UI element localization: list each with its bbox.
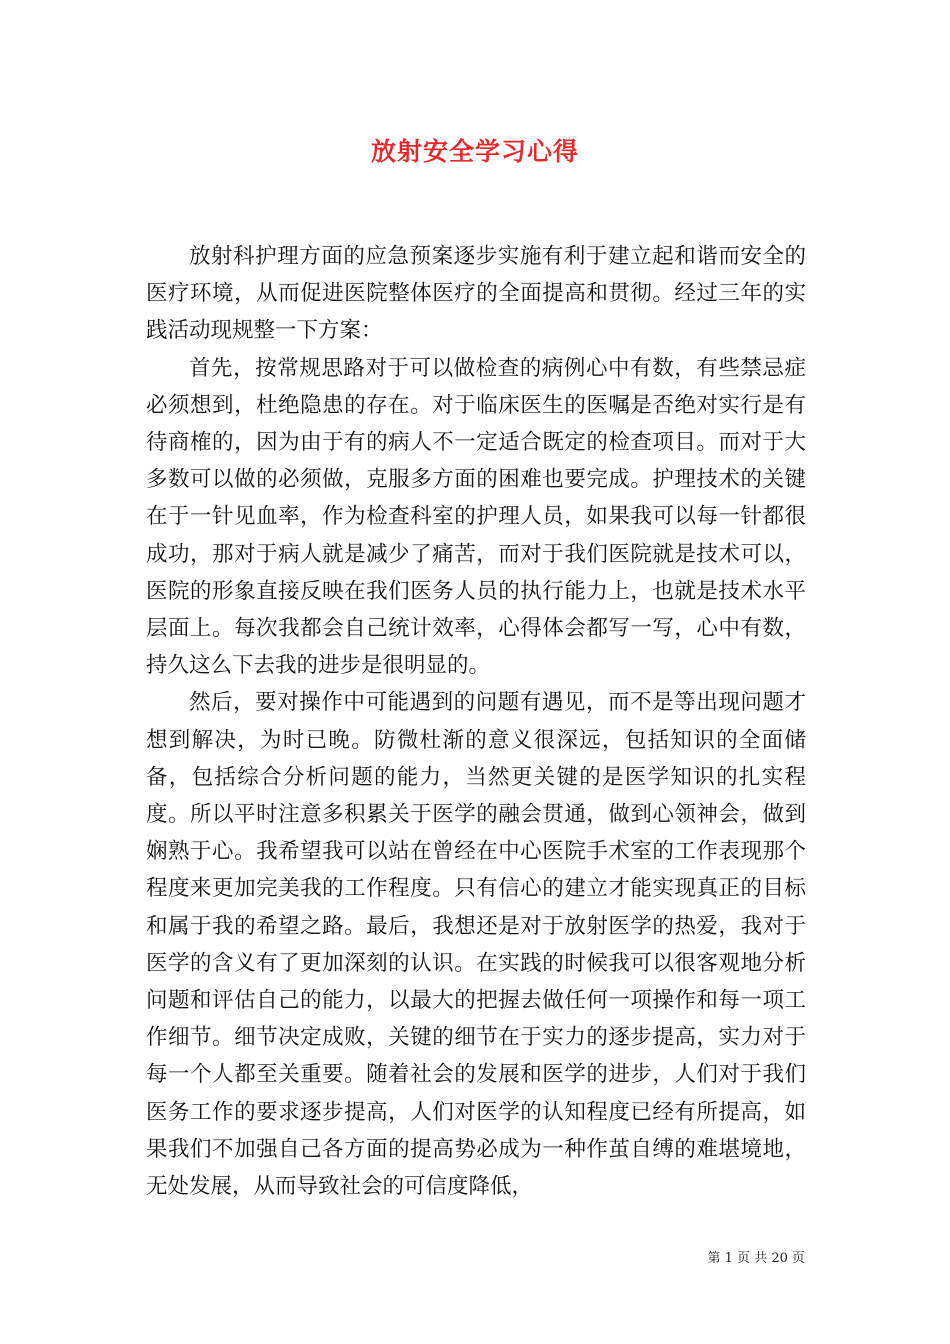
document-title: 放射安全学习心得 <box>370 137 579 166</box>
document-body <box>146 238 806 1205</box>
paragraph-first: 首先，按常规思路对于可以做检查的病例心中有数，有些禁忌症必须想到，杜绝隐患的存在。对于临床医生的医嘱是否绝对实行是有待商榷的，因为由于有的病人不一定适合既定的检查项目。而对于大多数可以做的必须做，克服多方面的困难也要完成。护理技术的关键在于一针见血率，作为检查科室的护理人员，如果我可以每一针都很成功，那对于病人就是减少了痛苦，而对于我们医院就是技术可以，医院的形象直接反映在我们医务人员的执行能力上，也就是技术水平层面上。每次我都会自己统计效率，心得体会都写一写，心中有数，持久这么下去我的进步是很明显的。 <box>146 355 806 679</box>
paragraph-intro: 放射科护理方面的应急预案逐步实施有利于建立起和谐而安全的医疗环境，从而促进医院整体医疗的全面提高和贯彻。经过三年的实践活动现规整一下方案： <box>146 244 806 344</box>
paragraph-then: 然后，要对操作中可能遇到的问题有遇见，而不是等出现问题才想到解决，为时已晚。防微杜渐的意义很深远，包括知识的全面储备，包括综合分析问题的能力，当然更关键的是医学知识的扎实程度。所以平时注意多积累关于医学的融会贯通，做到心领神会，做到娴熟于心。我希望我可以站在曾经在中心医院手术室的工作表现那个程度来更加完美我的工作程度。只有信心的建立才能实现真正的目标和属于我的希望之路。最后，我想还是对于放射医学的热爱，我对于医学的含义有了更加深刻的认识。在实践的时候我可以很客观地分析问题和评估自己的能力，以最大的把握去做任何一项操作和每一项工作细节。细节决定成败，关键的细节在于实力的逐步提高，实力对于每一个人都至关重要。随着社会的发展和医学的进步，人们对于我们医务工作的要求逐步提高，人们对医学的认知程度已经有所提高，如果我们不加强自己各方面的提高势必成为一种作茧自缚的难堪境地，无处发展，从而导致社会的可信度降低， <box>146 690 806 1200</box>
page-number-footer: 第 1 页 共 20 页 <box>707 1251 805 1266</box>
